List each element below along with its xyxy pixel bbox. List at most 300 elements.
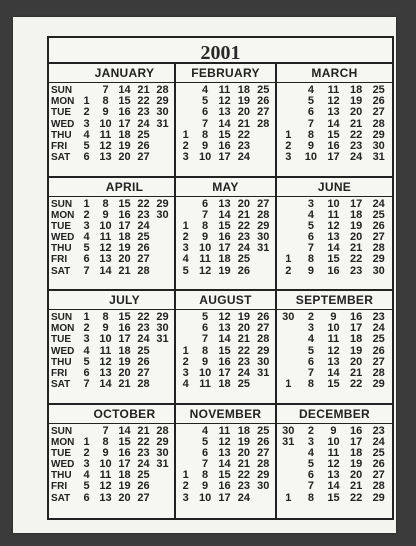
week-column xyxy=(277,85,300,163)
week-column xyxy=(215,199,234,277)
week-column xyxy=(115,199,134,277)
day-number: 3 xyxy=(83,333,90,346)
day-number: 2 xyxy=(83,208,90,221)
day-number: 21 xyxy=(349,117,363,130)
day-number xyxy=(277,470,300,481)
day-number: 21 xyxy=(237,333,251,346)
day-number: 3 xyxy=(182,151,189,164)
week-column xyxy=(277,312,300,390)
day-number: 29 xyxy=(257,469,270,482)
day-number: 4 xyxy=(307,333,314,346)
day-number xyxy=(277,210,300,221)
month-name: MARCH xyxy=(277,64,392,83)
day-number: 27 xyxy=(257,446,270,459)
day-number: 11 xyxy=(218,84,231,96)
day-number: 26 xyxy=(237,264,251,277)
day-number: 25 xyxy=(257,84,270,96)
day-number: 18 xyxy=(118,231,131,244)
day-number xyxy=(153,379,172,390)
weekday-label: SUN xyxy=(51,312,73,323)
day-number: 16 xyxy=(218,355,231,368)
week-column xyxy=(134,199,153,277)
weekday-label: WED xyxy=(51,345,75,357)
day-number: 19 xyxy=(118,242,131,255)
day-number: 6 xyxy=(307,106,314,119)
day-number: 22 xyxy=(137,311,150,323)
day-number: 3 xyxy=(83,219,90,232)
day-number: 22 xyxy=(137,197,150,210)
day-number: 15 xyxy=(118,435,131,448)
day-number: 11 xyxy=(327,208,340,221)
day-number: 1 xyxy=(285,378,292,391)
day-number: 14 xyxy=(218,458,231,471)
day-number: 19 xyxy=(237,311,251,323)
month-december xyxy=(277,405,392,519)
day-number xyxy=(153,493,172,504)
day-number: 29 xyxy=(372,378,385,391)
day-number: 16 xyxy=(327,264,340,277)
day-number: 5 xyxy=(307,95,314,108)
day-number xyxy=(153,221,172,232)
month-name: DECEMBER xyxy=(277,405,392,424)
week-column xyxy=(77,199,96,277)
day-number: 25 xyxy=(237,378,251,391)
day-number xyxy=(153,481,172,492)
day-number: 23 xyxy=(349,139,363,152)
day-number: 13 xyxy=(327,469,340,482)
day-number: 12 xyxy=(327,344,340,357)
day-number: 1 xyxy=(83,311,90,323)
day-number: 18 xyxy=(118,469,131,482)
weekday-labels xyxy=(49,312,77,390)
day-number: 24 xyxy=(237,242,251,255)
day-number xyxy=(153,130,172,141)
day-number xyxy=(176,426,195,437)
day-number: 23 xyxy=(237,231,251,244)
day-number xyxy=(277,323,300,334)
day-number xyxy=(153,368,172,379)
day-number: 17 xyxy=(349,435,363,448)
day-number xyxy=(277,334,300,345)
day-number: 28 xyxy=(372,242,385,255)
week-column xyxy=(115,312,134,390)
weekday-label: THU xyxy=(51,356,72,368)
day-number: 24 xyxy=(237,366,251,379)
day-number: 3 xyxy=(307,435,314,448)
day-number: 3 xyxy=(182,242,189,255)
day-number: 18 xyxy=(218,253,231,266)
weekday-label: FRI xyxy=(51,367,68,379)
day-number: 3 xyxy=(307,197,314,210)
day-number: 6 xyxy=(307,355,314,368)
week-column xyxy=(345,426,368,504)
day-number: 4 xyxy=(83,469,90,482)
day-number: 9 xyxy=(202,480,209,493)
day-number: 21 xyxy=(237,117,251,130)
day-number: 27 xyxy=(137,491,150,504)
day-number: 29 xyxy=(372,253,385,266)
day-number: 20 xyxy=(349,231,363,244)
day-number: 2 xyxy=(182,139,189,152)
weekday-label: WED xyxy=(51,232,75,244)
day-number: 11 xyxy=(199,378,211,391)
day-number: 20 xyxy=(237,106,251,119)
day-number: 27 xyxy=(257,322,270,335)
day-number: 31 xyxy=(156,333,169,346)
day-number: 20 xyxy=(237,197,251,210)
day-number: 3 xyxy=(182,366,189,379)
week-column xyxy=(77,85,96,163)
day-number: 17 xyxy=(118,117,131,130)
day-number: 20 xyxy=(349,355,363,368)
day-number: 13 xyxy=(99,253,112,266)
day-number: 20 xyxy=(237,322,251,335)
day-number: 18 xyxy=(118,128,131,141)
day-number: 7 xyxy=(307,480,314,493)
year-title: 2001 xyxy=(49,38,392,64)
day-number: 15 xyxy=(327,253,340,266)
day-number: 24 xyxy=(237,151,251,164)
week-column xyxy=(215,85,234,163)
day-number: 26 xyxy=(372,458,385,471)
day-number: 15 xyxy=(218,219,231,232)
day-number: 26 xyxy=(257,435,270,448)
day-number: 24 xyxy=(137,117,150,130)
day-number: 16 xyxy=(349,424,363,437)
day-number: 25 xyxy=(137,344,150,357)
day-number: 23 xyxy=(237,480,251,493)
day-number: 30 xyxy=(156,322,169,335)
day-number: 16 xyxy=(118,208,131,221)
day-number: 11 xyxy=(327,333,340,346)
day-number: 1 xyxy=(83,197,90,210)
day-number xyxy=(277,346,300,357)
day-number: 7 xyxy=(307,366,314,379)
day-number: 5 xyxy=(202,95,209,108)
day-number: 28 xyxy=(257,458,270,471)
day-number: 7 xyxy=(83,378,90,391)
day-number: 10 xyxy=(304,151,318,164)
day-number xyxy=(153,266,172,277)
day-number: 28 xyxy=(257,208,270,221)
day-number: 16 xyxy=(218,480,231,493)
day-number: 27 xyxy=(137,366,150,379)
day-number: 17 xyxy=(218,242,231,255)
day-number: 14 xyxy=(218,333,231,346)
day-number: 13 xyxy=(327,106,340,119)
day-number: 27 xyxy=(372,231,385,244)
day-number: 27 xyxy=(257,106,270,119)
day-number: 19 xyxy=(349,219,363,232)
day-number: 16 xyxy=(349,311,363,323)
day-number: 14 xyxy=(327,242,340,255)
day-number: 14 xyxy=(327,480,340,493)
day-number: 19 xyxy=(349,458,363,471)
week-column xyxy=(300,199,323,277)
weekday-label: MON xyxy=(51,209,75,221)
day-number: 25 xyxy=(257,424,270,437)
day-number: 27 xyxy=(372,469,385,482)
day-number: 6 xyxy=(202,322,209,335)
day-number: 24 xyxy=(349,151,363,164)
day-number: 10 xyxy=(99,219,112,232)
day-number xyxy=(153,243,172,254)
month-january xyxy=(49,64,176,178)
day-number: 18 xyxy=(118,344,131,357)
month-name: JUNE xyxy=(277,178,392,197)
day-number: 22 xyxy=(237,344,251,357)
day-number: 30 xyxy=(257,355,270,368)
day-number: 10 xyxy=(99,458,112,471)
day-number: 22 xyxy=(237,219,251,232)
day-number: 20 xyxy=(118,491,131,504)
day-number: 6 xyxy=(202,446,209,459)
day-number: 21 xyxy=(118,264,131,277)
day-number: 13 xyxy=(327,355,340,368)
day-number: 17 xyxy=(349,197,363,210)
day-number: 4 xyxy=(202,84,209,96)
week-column xyxy=(115,426,134,504)
day-number: 2 xyxy=(83,446,90,459)
day-number: 3 xyxy=(182,491,189,504)
day-number: 24 xyxy=(372,435,385,448)
weekday-labels xyxy=(49,199,77,277)
day-number: 16 xyxy=(118,106,131,119)
day-number: 30 xyxy=(282,424,295,437)
month-july xyxy=(49,291,176,405)
month-name: NOVEMBER xyxy=(176,405,275,424)
day-number: 11 xyxy=(218,424,231,437)
day-number: 30 xyxy=(282,311,295,323)
weekday-label: THU xyxy=(51,470,72,482)
day-number: 8 xyxy=(202,128,209,141)
weekday-label: TUE xyxy=(51,334,71,346)
day-number: 13 xyxy=(99,151,112,164)
day-number xyxy=(176,107,195,118)
weekday-label: FRI xyxy=(51,481,68,493)
day-number: 7 xyxy=(307,117,314,130)
day-number: 28 xyxy=(372,366,385,379)
day-number xyxy=(254,254,273,265)
day-number xyxy=(277,85,300,96)
day-number: 23 xyxy=(372,424,385,437)
day-number: 10 xyxy=(198,491,212,504)
weekday-label: SUN xyxy=(51,425,73,437)
month-november xyxy=(176,405,277,519)
day-number xyxy=(277,199,300,210)
day-number: 1 xyxy=(182,469,189,482)
day-number: 5 xyxy=(83,139,90,152)
day-number: 15 xyxy=(118,197,131,210)
day-number: 23 xyxy=(137,208,150,221)
day-number: 2 xyxy=(307,424,314,437)
day-number xyxy=(153,357,172,368)
day-number: 13 xyxy=(218,106,231,119)
day-number: 17 xyxy=(118,333,131,346)
day-number: 1 xyxy=(285,491,292,504)
month-name: FEBRUARY xyxy=(176,64,275,83)
day-number: 30 xyxy=(257,480,270,493)
weekday-label: MON xyxy=(51,96,75,108)
week-column xyxy=(277,426,300,504)
day-number: 30 xyxy=(257,231,270,244)
day-number: 25 xyxy=(137,128,150,141)
day-number: 11 xyxy=(99,344,112,357)
day-number: 19 xyxy=(218,264,231,277)
weekday-label: FRI xyxy=(51,140,68,152)
day-number: 6 xyxy=(83,253,90,266)
day-number: 12 xyxy=(99,480,112,493)
month-name: AUGUST xyxy=(176,291,275,310)
day-number: 4 xyxy=(182,378,189,391)
day-number: 28 xyxy=(257,333,270,346)
day-number: 8 xyxy=(307,378,314,391)
day-number: 21 xyxy=(118,378,131,391)
day-number: 24 xyxy=(237,491,251,504)
week-column xyxy=(115,85,134,163)
day-number: 8 xyxy=(102,197,109,210)
day-number: 6 xyxy=(202,197,209,210)
week-column xyxy=(322,199,345,277)
day-number: 26 xyxy=(137,242,150,255)
day-number: 13 xyxy=(99,491,112,504)
day-number xyxy=(254,141,273,152)
day-number: 5 xyxy=(307,219,314,232)
day-number: 21 xyxy=(137,424,150,437)
day-number: 29 xyxy=(257,219,270,232)
day-number: 15 xyxy=(327,128,340,141)
day-number xyxy=(176,437,195,448)
day-number: 18 xyxy=(349,208,363,221)
day-number: 9 xyxy=(307,139,314,152)
day-number: 28 xyxy=(137,264,150,277)
day-number: 6 xyxy=(83,366,90,379)
day-number: 28 xyxy=(372,480,385,493)
day-number: 4 xyxy=(307,446,314,459)
day-number xyxy=(153,232,172,243)
day-number: 5 xyxy=(83,242,90,255)
day-number: 4 xyxy=(83,231,90,244)
day-number: 9 xyxy=(307,264,314,277)
day-number: 14 xyxy=(218,208,231,221)
week-column xyxy=(234,199,253,277)
week-column xyxy=(277,199,300,277)
month-name: OCTOBER xyxy=(49,405,174,424)
day-number: 21 xyxy=(137,84,150,96)
months-grid xyxy=(49,64,392,518)
week-column xyxy=(134,312,153,390)
day-number: 31 xyxy=(257,366,270,379)
day-number xyxy=(254,130,273,141)
day-number: 30 xyxy=(372,139,385,152)
day-number: 12 xyxy=(218,311,231,323)
week-column xyxy=(367,312,390,390)
day-number: 26 xyxy=(372,219,385,232)
month-august xyxy=(176,291,277,405)
day-number: 14 xyxy=(118,84,131,96)
day-number: 26 xyxy=(137,480,150,493)
day-number: 12 xyxy=(99,242,112,255)
day-number: 13 xyxy=(327,231,340,244)
day-number xyxy=(176,85,195,96)
day-number: 14 xyxy=(327,366,340,379)
day-number: 10 xyxy=(327,322,340,335)
day-number: 13 xyxy=(218,197,231,210)
day-number: 8 xyxy=(202,469,209,482)
day-number: 18 xyxy=(349,446,363,459)
day-number: 12 xyxy=(218,95,231,108)
day-number: 26 xyxy=(137,139,150,152)
week-column xyxy=(345,199,368,277)
day-number: 5 xyxy=(83,480,90,493)
day-number xyxy=(277,459,300,470)
day-number: 20 xyxy=(349,106,363,119)
day-number: 12 xyxy=(99,355,112,368)
day-number: 18 xyxy=(237,84,251,96)
day-number xyxy=(153,141,172,152)
day-number: 24 xyxy=(372,197,385,210)
day-number: 4 xyxy=(83,344,90,357)
day-number: 9 xyxy=(330,424,337,437)
weekday-label: TUE xyxy=(51,447,71,459)
weekday-label: SUN xyxy=(51,198,73,210)
day-number: 26 xyxy=(137,355,150,368)
day-number xyxy=(277,357,300,368)
day-number: 19 xyxy=(118,139,131,152)
week-column xyxy=(254,312,273,390)
day-number: 10 xyxy=(327,197,340,210)
day-number: 13 xyxy=(99,366,112,379)
weekday-label: WED xyxy=(51,118,75,130)
day-number: 23 xyxy=(349,264,363,277)
day-number: 12 xyxy=(99,139,112,152)
week-column xyxy=(300,312,323,390)
day-number: 8 xyxy=(102,95,109,108)
day-number: 25 xyxy=(237,253,251,266)
week-column xyxy=(96,312,115,390)
week-column xyxy=(96,85,115,163)
day-number: 10 xyxy=(198,366,212,379)
day-number: 27 xyxy=(137,151,150,164)
day-number: 30 xyxy=(372,264,385,277)
day-number: 18 xyxy=(237,424,251,437)
day-number: 21 xyxy=(237,208,251,221)
day-number: 29 xyxy=(156,311,169,323)
day-number: 26 xyxy=(372,95,385,108)
day-number: 29 xyxy=(372,128,385,141)
day-number: 9 xyxy=(202,231,209,244)
day-number: 1 xyxy=(83,435,90,448)
day-number: 31 xyxy=(372,151,385,164)
day-number: 20 xyxy=(349,469,363,482)
day-number: 23 xyxy=(237,139,251,152)
day-number: 7 xyxy=(83,264,90,277)
day-number: 17 xyxy=(118,458,131,471)
day-number xyxy=(153,152,172,163)
day-number: 8 xyxy=(307,253,314,266)
weekday-label: WED xyxy=(51,459,75,471)
day-number: 17 xyxy=(118,219,131,232)
month-name: JULY xyxy=(49,291,174,310)
day-number: 24 xyxy=(137,219,150,232)
weekday-labels xyxy=(49,85,77,163)
day-number: 18 xyxy=(349,333,363,346)
day-number: 17 xyxy=(327,151,340,164)
day-number: 28 xyxy=(137,378,150,391)
day-number: 15 xyxy=(327,491,340,504)
day-number: 28 xyxy=(257,117,270,130)
week-column xyxy=(254,85,273,163)
